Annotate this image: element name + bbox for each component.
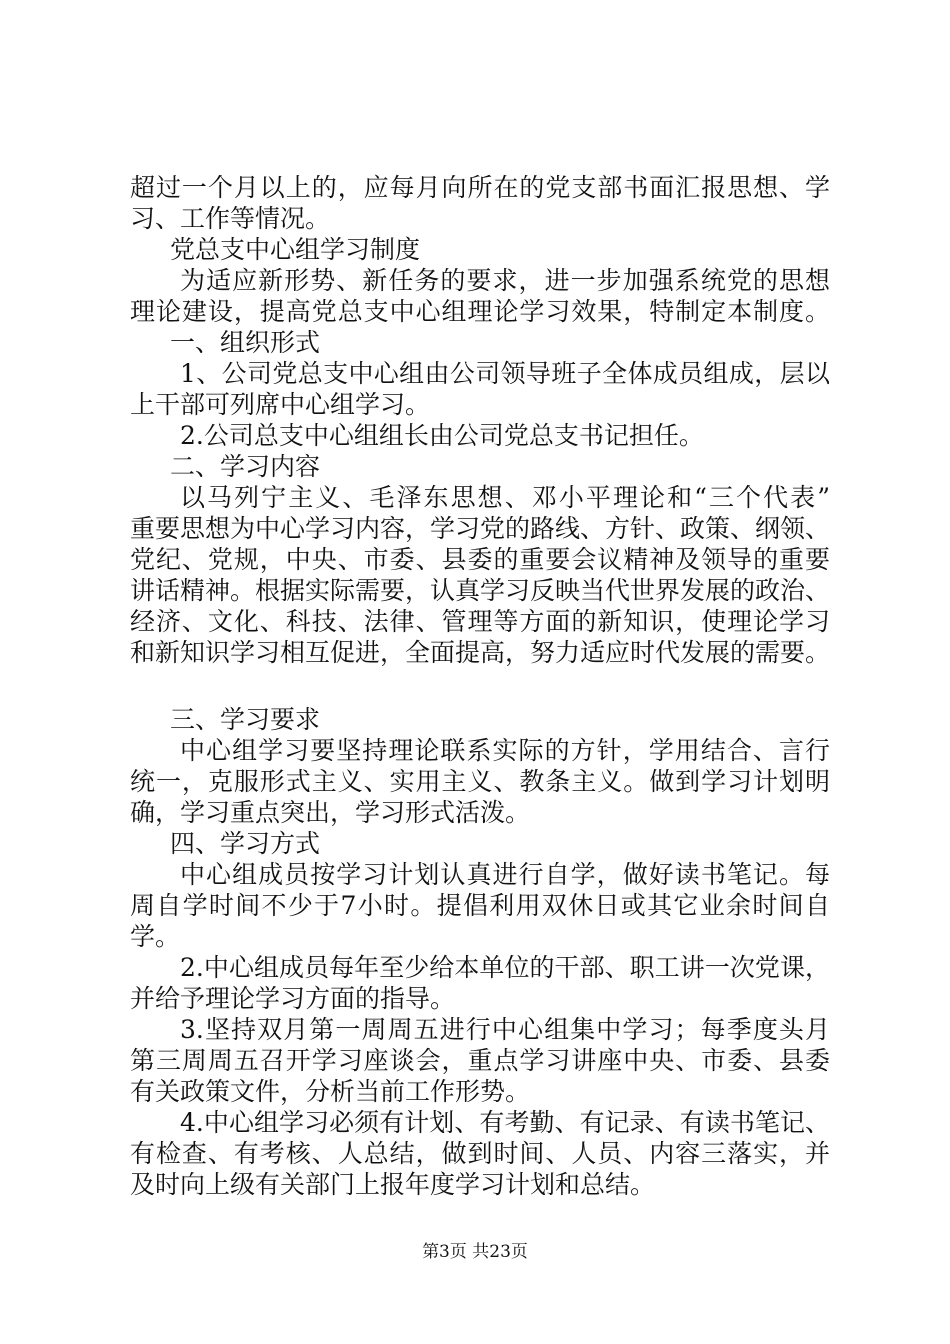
paragraph-first-line: 3.坚持双月第一周周五进行中心组集中学习；每季度头月 — [180, 1015, 830, 1044]
section-heading: 党总支中心组学习制度 — [170, 235, 421, 264]
text-line: 讲话精神。根据实际需要，认真学习反映当代世界发展的政治、 — [130, 576, 831, 605]
paragraph-last-line: 上干部可列席中心组学习。 — [130, 390, 431, 419]
section-heading: 四、学习方式 — [170, 829, 321, 858]
section-heading: 二、学习内容 — [170, 452, 321, 481]
section-heading: 一、组织形式 — [170, 328, 321, 357]
paragraph-last-line: 学。 — [130, 922, 181, 951]
paragraph-first-line: 4.中心组学习必须有计划、有考勤、有记录、有读书笔记、 — [180, 1108, 830, 1137]
paragraph-last-line: 及时向上级有关部门上报年度学习计划和总结。 — [130, 1170, 656, 1199]
text-line: 超过一个月以上的，应每月向所在的党支部书面汇报思想、学 — [130, 173, 830, 202]
paragraph-first-line: 中心组学习要坚持理论联系实际的方针，学用结合、言行 — [180, 736, 830, 765]
paragraph-last-line: 习、工作等情况。 — [130, 204, 331, 233]
page-footer: 第3页 共23页 — [422, 1242, 528, 1262]
text-line: 理论建设，提高党总支中心组理论学习效果，特制定本制度。 — [130, 297, 830, 326]
blank-line — [130, 668, 830, 704]
text-line: 重要思想为中心学习内容，学习党的路线、方针、政策、纲领、 — [130, 514, 831, 543]
paragraph-last-line: 并给予理论学习方面的指导。 — [130, 984, 456, 1013]
paragraph-first-line: 为适应新形势、新任务的要求，进一步加强系统党的思想 — [180, 266, 830, 295]
paragraph-first-line: 中心组成员按学习计划认真进行自学，做好读书笔记。每 — [180, 860, 830, 889]
paragraph-first-line: 1、公司党总支中心组由公司领导班子全体成员组成，层以 — [180, 359, 830, 388]
document-body — [130, 172, 830, 1200]
paragraph-first-line: 以马列宁主义、毛泽东思想、邓小平理论和“三个代表” — [180, 483, 830, 512]
paragraph-first-line: 2.公司总支中心组组长由公司党总支书记担任。 — [180, 421, 704, 450]
text-line: 周自学时间不少于7小时。提倡利用双休日或其它业余时间自 — [130, 891, 830, 920]
section-heading: 三、学习要求 — [170, 705, 321, 734]
text-line: 党纪、党规，中央、市委、县委的重要会议精神及领导的重要 — [130, 545, 830, 574]
text-line: 第三周周五召开学习座谈会，重点学习讲座中央、市委、县委 — [130, 1046, 830, 1075]
paragraph-first-line: 2.中心组成员每年至少给本单位的干部、职工讲一次党课， — [180, 953, 830, 982]
text-line: 统一，克服形式主义、实用主义、教条主义。做到学习计划明 — [130, 767, 830, 796]
paragraph-last-line: 确，学习重点突出，学习形式活泼。 — [130, 798, 531, 827]
text-line: 和新知识学习相互促进，全面提高，努力适应时代发展的需要。 — [130, 638, 831, 667]
text-line: 经济、文化、科技、法律、管理等方面的新知识，使理论学习 — [130, 607, 830, 636]
text-line: 有检查、有考核、人总结，做到时间、人员、内容三落实，并 — [130, 1139, 830, 1168]
paragraph-last-line: 有关政策文件，分析当前工作形势。 — [130, 1077, 531, 1106]
